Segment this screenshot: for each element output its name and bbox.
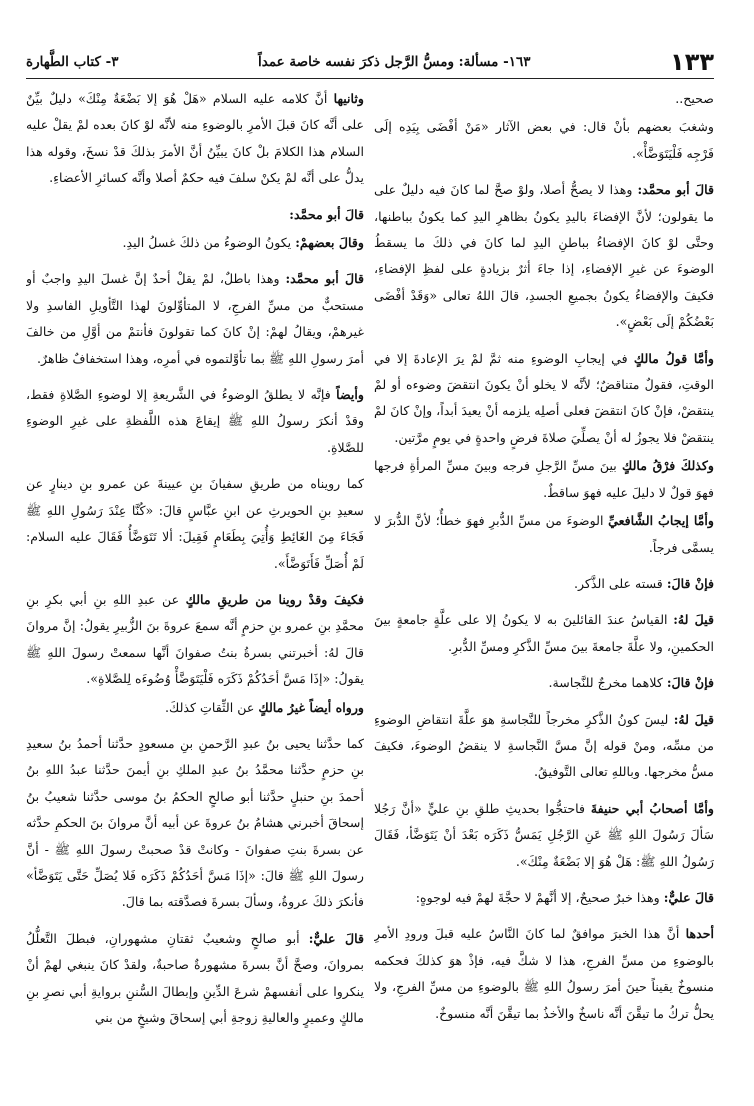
paragraph: وأمَّا إيجابُ الشَّافعيِّ الوضوءَ من مسِّ الدُّبرِ فهوَ خطأٌ؛ لأنَّ الدُّبرَ لا يسمَّى فرجاً. (374, 513, 714, 555)
paragraph: قالَ أبو محمَّد: وهذا لا يصحُّ أصلا، ولوْ صحَّ لما كانَ فيه دليلٌ على ما يقولون؛ لأنَّ الإفضاءَ باليدِ يكونُ بظاهرِ اليدِ كما يكونُ بباطنها، وحتَّى لوْ كانَ الإفضاءُ بباطنِ اليدِ لما كانَ في ذلكَ ما يسقطُ الوضوءَ عن غيرِ الإفضاءِ، إذا جاءَ أثرٌ بزيادةٍ على لفظِ الإفضاءِ، فكيفَ والإفضاءُ يكونُ بجميعِ الجسدِ، قالَ اللهُ تعالى «وَقَدْ أفْضَى بَعْضُكُمْ إلَى بَعْضٍ». (374, 182, 714, 330)
right-column (374, 86, 714, 1076)
paragraph: وأيضاً فإنَّه لا يطلقُ الوضوءُ في الشَّريعةِ إلا لوضوءِ الصَّلاةِ فقط، وقدْ أنكرَ رسولُ اللهِ ﷺ إيقاعَ هذه اللَّفظةِ على غيرِ الوضوءِ للصَّلاةِ. (26, 387, 364, 455)
book-title: ٣- كتاب الطَّهارة (26, 54, 119, 70)
paragraph: كما رويناه من طريقِ سفيانَ بنِ عيينةَ عن عمرو بنِ دينارٍ عن سعيدِ بنِ الحويرثِ عن ابنِ عبَّاسٍ قالَ: «كُنَّا عِنْدَ رَسُولِ اللهِ ﷺ فَجَاءَ مِنَ الغَائِطِ وَأُتِيَ بِطَعَامٍ فَقِيلَ: ألا تَتَوَضَّأُ فَقَالَ عليه السلام: لَمْ أُصَلِّ فَأَتَوَضَّأَ». (26, 476, 364, 571)
paragraph: قيلَ لهُ: ليسَ كونُ الذَّكرِ مخرجاً للنَّجاسةِ هوَ علَّةَ انتقاضِ الوضوءِ من مسِّه، ومنْ قوله إنَّ مسَّ النَّجاسةِ لا ينقضُ الوضوءَ، فكيفَ مسُّ مخرجها. وباللهِ تعالى التَّوفيقُ. (374, 711, 714, 780)
paragraph: وشغبَ بعضهم بأنْ قال: في بعض الآثار «مَنْ أفْضَى بِيَدِه إلَى فَرْجِه فَلْيَتَوَضَّأْ». (374, 119, 714, 161)
paragraph: قالَ عليٌّ: وهذا خبرٌ صحيحٌ، إلا أنَّهمْ لا حجَّةَ لهمْ فيه لوجوهٍ: (415, 889, 714, 905)
paragraph: وكذلكَ فرْقُ مالكٍ بينَ مسِّ الرَّجلِ فرجه وبينَ مسِّ المرأةِ فرجها فهوَ قولٌ لا دليلَ عليه فهوَ ساقطٌ. (374, 458, 714, 500)
paragraph: فكيفَ وقدْ روينا من طريقِ مالكٍ عن عبدِ اللهِ بنِ أبي بكرِ بنِ محمَّدِ بنِ عمرو بنِ حزمٍ أنَّه سمعَ عروةَ بنَ الزُّبيرِ يقولُ: إنَّ مروانَ قالَ لهُ: أخبرتني بسرةُ بنتُ صفوانَ أنَّها سمعتْ رسولَ اللهِ ﷺ يقولُ: «إذَا مَسَّ أحَدُكُمْ ذَكَرَه فَلْيَتَوَضَّأْ وُضُوءَه لِلصَّلاةِ». (26, 591, 364, 687)
paragraph: كما حدَّثنا يحيى بنُ عبدِ الرَّحمنِ بنِ مسعودٍ حدَّثنا أحمدُ بنُ سعيدِ بنِ حزمٍ حدَّثنا محمَّدُ بنُ عبدِ الملكِ بنِ أيمنَ حدَّثنا عبدُ اللهِ بنُ أحمدَ بنِ حنبلٍ حدَّثنا أبو صالحٍ الحكمُ بنُ موسى حدَّثنا شعيبُ بنُ إسحاقَ أخبرني هشامُ بنُ عروةَ عن أبيه أنَّ مروانَ بنَ الحكمِ حدَّثه عن بسرةَ بنتِ صفوانَ - وكانتْ قدْ صحبتْ رسولَ اللهِ ﷺ - أنَّ رسولَ اللهِ ﷺ قالَ: «إذَا مَسَّ أحَدُكُمْ ذَكَرَه فَلا يُصَلِّ حَتَّى يَتَوَضَّأ» فأنكرَ ذلكَ عروةُ، وسألَ بسرةَ فصدَّقته بما قالَ. (26, 735, 364, 910)
page-header (26, 46, 714, 79)
paragraph: فإنْ قالَ: قسته على الذَّكر. (573, 575, 714, 591)
paragraph: قالَ أبو محمَّد: (289, 206, 364, 222)
paragraph: وقالَ بعضهمْ: يكونُ الوضوءُ من ذلكَ غسلُ اليدِ. (122, 235, 364, 251)
paragraph: قالَ عليٌّ: أبو صالحٍ وشعيبٌ ثقتانِ مشهورانِ، فبطلَ التَّعلُّلُ بمروانَ، وصحَّ أنَّ بسرةَ مشهورةٌ صاحبةٌ، ولقدْ كانَ ينبغي لهمْ أنْ ينكروا على أنفسهمْ شرعَ الدِّينِ وإبطالَ السُّننِ بروايةِ أبي نصرِ بنِ مالكٍ وعميرٍ والعاليةِ زوجةِ أبي إسحاقَ وشيخٍ من بني (26, 930, 364, 1025)
paragraph: فإنْ قالَ: كلاهما مخرجٌ للنَّجاسة. (548, 675, 714, 691)
paragraph: وأمَّا قولُ مالكٍ في إيجابِ الوضوءِ منه ثمَّ لمْ يرَ الإعادةَ إلا في الوقتِ، فقولٌ متناقضٌ؛ لأنَّه لا يخلو أنْ يكونَ انتقضَ وضوءه أو لمْ ينتقضْ، فإنْ كانَ انتقضَ فعلى أصلِه يلزمه أنْ يعيدَ أبداً، وإنْ كانَ لمْ ينتقضْ فلا يجوزُ له أنْ يصلِّيَ صلاةَ فرضٍ واحدةٍ في يومٍ مرَّتين. (374, 350, 714, 445)
paragraph: أحدها أنَّ هذا الخبرَ موافقٌ لما كانَ النَّاسُ عليه قبلَ ورودِ الأمرِ بالوضوءِ من مسِّ الفرجِ، هذا لا شكَّ فيه، فإذْ هوَ كذلكَ فحكمه منسوخٌ يقيناً حينَ أمرَ رسولُ اللهِ ﷺ بالوضوءِ من مسِّ الفرجِ، ولا يحلُّ تركُ ما تيقَّنَ أنَّه ناسخٌ والأخذُ بما تيقَّنَ أنَّه منسوخٌ. (374, 926, 714, 1021)
page-number: ١٣٣ (670, 48, 714, 76)
paragraph: قيلَ لهُ: القياسُ عندَ القائلينَ به لا يكونُ إلا على علَّةٍ جامعةٍ بينَ الحكمينِ، ولا علَّةَ جامعةَ بينَ مسِّ الذَّكرِ ومسِّ الدُّبرِ. (374, 612, 714, 654)
paragraph: قالَ أبو محمَّد: وهذا باطلٌ، لمْ يقلْ أحدٌ إنَّ غسلَ اليدِ واجبٌ أو مستحبٌّ من مسِّ الفرجِ، لا المتأوِّلونَ لهذا التَّأويلِ الفاسدِ ولا غيرهمْ، ويقالُ لهمْ: إنْ كانَ كما تقولونَ فأنتمْ من أوَّلِ من خالفَ أمرَ رسولِ اللهِ ﷺ بما تأوَّلتموه في أمرِه، وهذا استخفافٌ ظاهرٌ. (26, 271, 364, 366)
paragraph: وثانيها أنَّ كلامه عليه السلام «هَلْ هُوَ إلا بَضْعَةٌ مِنْكَ» دليلٌ بيِّنٌ على أنَّه كانَ قبلَ الأمرِ بالوضوءِ منه لأنَّه لوْ كانَ بعده لمْ يقلْ عليه السلام هذا الكلامَ بلْ كانَ يبيِّنُ أنَّ الأمرَ بذلكَ قدْ نسخَ، وقوله هذا يدلُّ على أنَّه لمْ يكنْ سلفَ فيه حكمٌ أصلا وأنَّه كسائرِ الأعضاءِ. (26, 91, 364, 186)
left-column (26, 86, 364, 1076)
paragraph: ورواه أيضاً غيرُ مالكٍ عن الثِّقاتِ كذلكَ. (164, 699, 364, 715)
paragraph: صحيح.. (675, 91, 714, 106)
section-title: ١٦٣- مسألة: ومسُّ الرَّجل ذكرَ نفسه خاصة عمداً (258, 54, 531, 70)
paragraph: وأمَّا أصحابُ أبي حنيفةَ فاحتجُّوا بحديثِ طلقِ بنِ عليٍّ «أنَّ رَجُلا سَألَ رَسُولَ اللهِ ﷺ عَنِ الرَّجُلِ يَمَسُّ ذَكَرَه بَعْدَ أنْ يَتَوَضَّأ، فَقَالَ رَسُولُ اللهِ ﷺ: هَلْ هُوَ إلا بَضْعَةٌ مِنْكَ». (374, 800, 714, 869)
